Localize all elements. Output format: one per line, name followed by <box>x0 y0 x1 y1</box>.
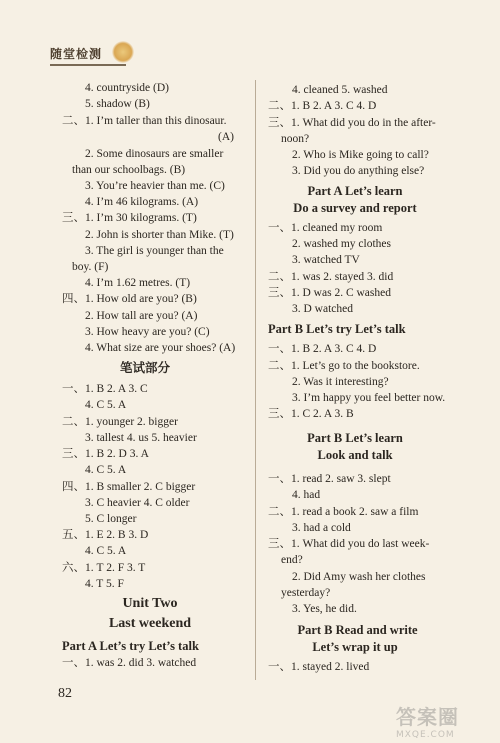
answer-line: 四、1. How old are you? (B) <box>62 293 197 305</box>
header-logo <box>50 45 130 69</box>
answer-line: than our schoolbags. (B) <box>72 164 186 176</box>
answer-line: 三、1. What did you do in the after- <box>268 117 436 129</box>
answer-line: 2. washed my clothes <box>292 238 392 250</box>
header-underline <box>50 64 126 66</box>
unit-title: Unit Two <box>122 596 178 611</box>
answer-line: (A) <box>218 131 234 143</box>
section-heading: Let’s wrap it up <box>312 640 398 654</box>
answer-line: yesterday? <box>281 587 331 599</box>
answer-line: 3. Did you do anything else? <box>292 165 425 177</box>
header-logo-text: 随堂检测 <box>50 47 103 61</box>
section-heading: 笔试部分 <box>119 361 170 375</box>
answer-line: 一、1. read 2. saw 3. slept <box>268 473 391 485</box>
answer-line: 二、1. read a book 2. saw a film <box>268 506 419 518</box>
answer-line: 一、1. B 2. A 3. C 4. D <box>268 343 377 355</box>
answer-line: 3. D watched <box>292 303 353 315</box>
answer-line: 3. The girl is younger than the <box>85 245 224 257</box>
answer-line: 4. I’m 46 kilograms. (A) <box>85 196 199 208</box>
answer-line: end? <box>281 554 303 566</box>
answer-line: 3. had a cold <box>292 522 351 534</box>
answer-line: 4. C 5. A <box>85 545 127 557</box>
answer-line: 三、1. B 2. D 3. A <box>62 448 149 460</box>
answer-line: noon? <box>281 133 310 145</box>
answer-line: 三、1. What did you do last week- <box>268 538 430 550</box>
answer-line: 4. What size are your shoes? (A) <box>85 342 236 354</box>
answer-line: 2. Some dinosaurs are smaller <box>85 148 224 160</box>
answer-line: 3. How heavy are you? (C) <box>85 326 210 338</box>
answer-line: 4. cleaned 5. washed <box>292 84 388 96</box>
answer-line: 三、1. I’m 30 kilograms. (T) <box>62 212 197 224</box>
answer-line: 3. tallest 4. us 5. heavier <box>85 432 197 444</box>
answer-line: 3. watched TV <box>292 254 360 266</box>
answer-line: 2. How tall are you? (A) <box>85 310 198 322</box>
answer-line: 一、1. cleaned my room <box>268 222 383 234</box>
watermark-logo <box>396 701 492 740</box>
answer-line: 一、1. was 2. did 3. watched <box>62 657 197 669</box>
unit-subtitle: Last weekend <box>108 616 192 631</box>
section-heading: Part A Let’s learn <box>307 184 403 198</box>
answer-line: 4. countryside (D) <box>85 82 169 94</box>
answer-line: 4. I’m 1.62 metres. (T) <box>85 277 191 289</box>
answer-line: 3. C heavier 4. C older <box>85 497 190 509</box>
answer-line: 一、1. B 2. A 3. C <box>62 383 148 395</box>
answer-line: 三、1. C 2. A 3. B <box>268 408 354 420</box>
page-number: 82 <box>58 686 72 701</box>
answer-line: 二、1. Let’s go to the bookstore. <box>268 360 420 372</box>
section-heading: Part B Let’s learn <box>307 431 403 445</box>
answer-line: 三、1. D was 2. C washed <box>268 287 391 299</box>
watermark-text: 答案圈 <box>396 705 459 729</box>
answer-line: 4. had <box>292 489 321 501</box>
answer-line: 4. T 5. F <box>85 578 124 590</box>
answer-line: 2. Who is Mike going to call? <box>292 149 429 161</box>
brush-stroke-icon <box>112 41 134 63</box>
answer-line: 二、1. B 2. A 3. C 4. D <box>268 100 377 112</box>
answer-line: 六、1. T 2. F 3. T <box>62 562 146 574</box>
section-heading: Part A Let’s try Let’s talk <box>62 639 199 653</box>
section-heading: Part B Read and write <box>297 623 418 637</box>
answer-line: 二、1. younger 2. bigger <box>62 416 178 428</box>
column-divider <box>255 80 256 680</box>
answer-line: 2. John is shorter than Mike. (T) <box>85 229 234 241</box>
answer-line: 5. C longer <box>85 513 137 525</box>
section-heading: Part B Let’s try Let’s talk <box>268 322 406 336</box>
answer-line: 二、1. I’m taller than this dinosaur. <box>62 115 227 127</box>
answer-line: 2. Was it interesting? <box>292 376 389 388</box>
answer-line: 3. Yes, he did. <box>292 603 357 615</box>
answer-line: 四、1. B smaller 2. C bigger <box>62 481 196 493</box>
answer-line: 5. shadow (B) <box>85 98 150 110</box>
answer-line: 五、1. E 2. B 3. D <box>62 529 149 541</box>
answer-line: 3. I’m happy you feel better now. <box>292 392 446 404</box>
answer-line: 2. Did Amy wash her clothes <box>292 571 426 583</box>
section-heading: Do a survey and report <box>293 201 417 215</box>
answer-line: 二、1. was 2. stayed 3. did <box>268 271 394 283</box>
answer-line: 3. You’re heavier than me. (C) <box>85 180 225 192</box>
answer-line: 一、1. stayed 2. lived <box>268 661 370 673</box>
section-heading: Look and talk <box>317 448 393 462</box>
answer-line: 4. C 5. A <box>85 399 127 411</box>
answer-line: boy. (F) <box>72 261 109 273</box>
watermark-url: MXQE.COM <box>396 730 455 740</box>
answer-line: 4. C 5. A <box>85 464 127 476</box>
